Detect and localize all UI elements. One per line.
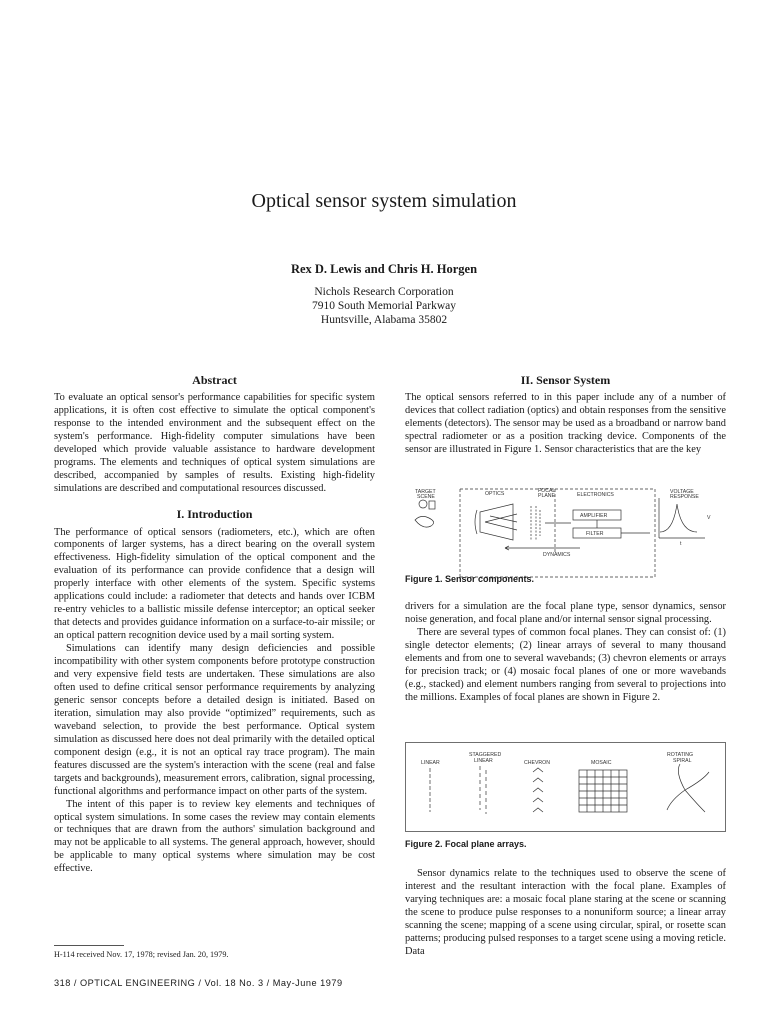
sensor-paragraph: There are several types of common focal planes. They can consist of: (1) single detector elements; (2) linear arrays of several to many thousand elements and from one to several wavebands; (3) chevron elements or arrays for precision track; or (4) mosaic focal planes of one or more wavebands (e.g., stacked) and element numbers ranging from several to projections into the millions. Examples of focal planes are shown in Figure 2. <box>405 626 726 703</box>
fig1-label-focal: FOCAL <box>538 488 556 494</box>
received-note: H-114 received Nov. 17, 1978; revised Jan. 20, 1979. <box>54 950 229 959</box>
intro-heading: I. Introduction <box>176 506 253 521</box>
fig1-label-filter: FILTER <box>586 531 604 537</box>
affiliation-line: Huntsville, Alabama 35802 <box>320 314 448 326</box>
intro-paragraph: The performance of optical sensors (radiometers, etc.), which are often components of larger systems, has a direct bearing on the overall system effectiveness. High-fidelity simulation of the optical component and the evaluation of its performance can provide confidence that a design will properly interface with other elements of the system. Specific systems applications could include: a radiometer that detects and hands over ICBM re-entry vehicles to a ballistic missile defense interceptor; an optical seeker that detects and provides guidance information on a surface-to-air missile; or an optical pattern recognition device used by a mail sorting system. <box>54 526 375 642</box>
fig1-label-t: t <box>680 541 682 547</box>
fig1-label-amplifier: AMPLIFIER <box>580 513 608 519</box>
page-footer: 318 / OPTICAL ENGINEERING / Vol. 18 No. 3 / May-June 1979 <box>54 978 343 988</box>
fig2-label-spiral: SPIRAL <box>673 758 692 764</box>
intro-paragraph: The intent of this paper is to review key elements and techniques of optical system simulations. In some cases the review may contain elements or techniques that are drawn from the authors' simulation background and may not be applicable to all systems. The general approach, however, should be applicable to many optical systems where simulation may be cost effective. <box>54 798 375 875</box>
fig2-label-mosaic: MOSAIC <box>591 760 612 766</box>
sensor-paragraph: The optical sensors referred to in this paper include any of a number of devices that collect radiation (optics) and obtain responses from the sensitive elements (detectors). The sensor may be used as a broadband or narrow band spectral radiometer or as a position tracking device. Components of the sensor are illustrated in Figure 1. Sensor characteristics that are the key <box>405 391 726 455</box>
fig2-label-staggered-linear: LINEAR <box>474 758 493 764</box>
fig2-label-chevron: CHEVRON <box>524 760 550 766</box>
sensor-paragraph: Sensor dynamics relate to the techniques used to observe the scene of interest and the resultant interaction with the focal plane. Examples of varying techniques are: a mosaic focal plane staring at the scene or scanning the scene to produce pulse responses to a nonuniform source; a linear array scanning the scene; mapping of a scene using circular, spiral, or rosette scan patterns; producing pulsed responses to a target scene using a moving reticle. Data <box>405 868 726 957</box>
figure-2 <box>405 742 726 832</box>
sensor-heading: II. Sensor System <box>520 373 611 387</box>
affiliation-line: 7910 South Memorial Parkway <box>311 300 457 312</box>
fig1-label-response: RESPONSE <box>670 494 699 500</box>
right-column-end <box>405 868 726 959</box>
footnote-rule <box>54 945 124 946</box>
intro-paragraph: Simulations can identify many design deficiencies and possible incompatibility with other system components before prototype construction and very expensive field tests are undertaken. These simulations are also often used to define critical sensor performance requirements by analyzing generic sensor concepts before a detailed design is initiated. Based on iteration, simulation may also provide “optimized” requirements, such as waveband selection, to provide the best performance. Optical system simulation as discussed here does not deal primarily with the detailed optical component design (e.g., it is not an optical ray trace program). The main features discussed are the system's interaction with the scene (real and false targets and backgrounds), measurement errors, calibration, signal processing, functional algorithms and performance impact on other parts of the system. <box>54 643 375 797</box>
fig2-label-staggered: STAGGERED <box>469 752 502 758</box>
left-column <box>54 374 375 876</box>
fig1-label-target: TARGET <box>415 489 436 495</box>
fig1-label-v: V <box>707 515 711 521</box>
right-column-continued <box>405 601 726 705</box>
abstract-heading: Abstract <box>192 373 237 387</box>
fig1-label-scene: SCENE <box>417 494 435 500</box>
fig1-label-plane: PLANE <box>538 493 556 499</box>
figure-1-caption: Figure 1. Sensor components. <box>405 574 535 584</box>
sensor-paragraph: drivers for a simulation are the focal plane type, sensor dynamics, sensor noise generation, and focal plane and/or internal sensor signal processing. <box>405 601 726 625</box>
authors: Rex D. Lewis and Chris H. Horgen <box>290 262 478 276</box>
affiliation-line: Nichols Research Corporation <box>314 286 454 298</box>
figure-2-caption: Figure 2. Focal plane arrays. <box>405 839 527 849</box>
fig1-label-voltage: VOLTAGE <box>670 489 694 495</box>
abstract-text: To evaluate an optical sensor's performance capabilities for specific system applications, it is often cost effective to simulate the optical component's response to the intended environment and the subsequent effect on the system's performance. High-fidelity computer simulations have been developed which provide valuable assistance to hardware development programs. The elements and techniques of optical system simulations are described, accompanied by samples of results. Existing high-fidelity simulations are described and computational resources discussed. <box>54 391 375 494</box>
figure-2-labels <box>421 752 693 766</box>
paper-title: Optical sensor system simulation <box>251 190 517 212</box>
fig2-label-linear: LINEAR <box>421 760 440 766</box>
right-column <box>405 374 726 457</box>
fig1-label-optics: OPTICS <box>485 491 505 497</box>
fig1-label-electronics: ELECTRONICS <box>577 492 614 498</box>
fig1-label-dynamics: DYNAMICS <box>543 552 571 558</box>
figure-1 <box>405 482 726 582</box>
fig2-label-rotating: ROTATING <box>667 752 694 758</box>
